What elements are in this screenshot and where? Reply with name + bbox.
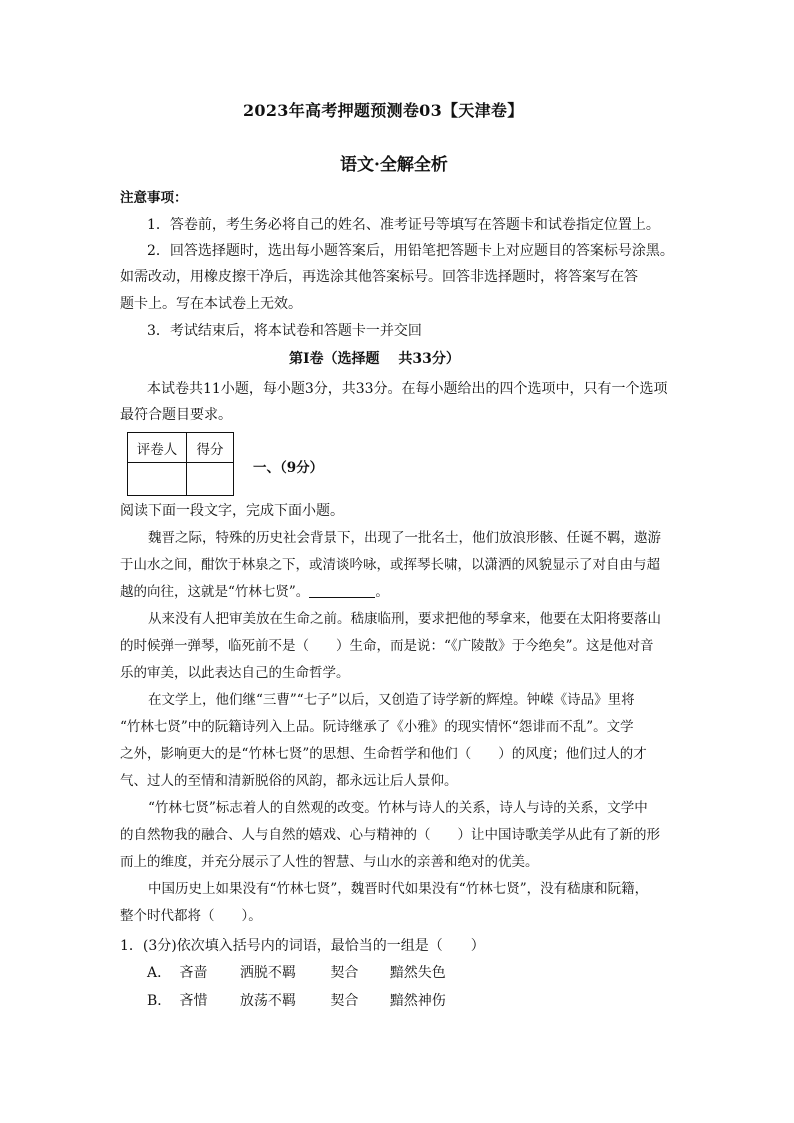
question-1-stem: 1．(3分)依次填入括号内的词语，最恰当的一组是（ ） <box>120 938 485 954</box>
passage-p3-line-3: 之外，影响更大的是“竹林七贤”的思想、生命哲学和他们（ ）的风度；他们过人的才 <box>120 746 647 762</box>
passage-p5-line-1: 中国历史上如果没有“竹林七贤”，魏晋时代如果没有“竹林七贤”，没有嵇康和阮籍， <box>148 881 649 897</box>
passage-p1-line-1: 魏晋之际，特殊的历史社会背景下，出现了一批名士，他们放浪形骸、任诞不羁，遨游 <box>148 530 661 546</box>
notice-item-1: 1．答卷前，考生务必将自己的姓名、准考证号等填写在答题卡和试卷指定位置上。 <box>147 217 660 233</box>
question-1-option-b <box>147 990 446 1010</box>
option-a-letter: A． <box>147 965 172 981</box>
passage-p2-line-2: 的时候弹一弹琴，临死前不是（ ）生命，而是说：“《广陵散》于今绝矣”。这是他对音 <box>120 638 654 654</box>
option-a-word-3: 契合 <box>330 965 359 981</box>
option-b-word-4: 黯然神伤 <box>389 993 446 1009</box>
section-intro-line-1: 本试卷共11小题，每小题3分，共33分。在每小题给出的四个选项中，只有一个选项 <box>147 381 668 397</box>
passage-p1-line-2: 于山水之间，酣饮于林泉之下，或清谈吟咏，或挥琴长啸，以潇洒的风貌显示了对自由与超 <box>120 557 660 573</box>
option-b-word-1: 吝惜 <box>179 993 208 1009</box>
option-b-letter: B． <box>147 993 172 1009</box>
grader-header-reviewer: 评卷人 <box>128 433 187 463</box>
passage-p1-line-3-text: 越的向往，这就是“竹林七贤”。 <box>120 584 310 600</box>
passage-p1-line-3: 越的向往，这就是“竹林七贤”。 。 <box>120 584 389 600</box>
grader-table <box>127 432 234 496</box>
option-a-word-2: 洒脱不羁 <box>239 965 296 981</box>
answer-blank-line <box>309 583 375 598</box>
passage <box>120 525 680 930</box>
passage-p2-line-1: 从来没有人把审美放在生命之前。嵇康临刑，要求把他的琴拿来，他要在太阳将要落山 <box>148 611 661 627</box>
question-1-option-a <box>147 962 446 982</box>
grader-cell-score <box>187 463 234 496</box>
option-b-word-3: 契合 <box>330 993 359 1009</box>
page-subtitle: 语文·全解全析 <box>340 155 448 175</box>
option-a-word-1: 吝啬 <box>179 965 208 981</box>
passage-p3-line-2: “竹林七贤”中的阮籍诗列入上品。阮诗继承了《小雅》的现实情怀“怨诽而不乱”。文学 <box>120 719 634 735</box>
notice-item-3: 3．考试结束后，将本试卷和答题卡一并交回 <box>147 323 422 339</box>
notice-item-2-line-1: 2．回答选择题时，选出每小题答案后，用铅笔把答题卡上对应题目的答案标号涂黑。 <box>147 243 674 259</box>
option-b-word-2: 放荡不羁 <box>239 993 296 1009</box>
grader-cell-reviewer <box>128 463 187 496</box>
passage-p4-line-3: 而上的维度，并充分展示了人性的智慧、与山水的亲善和绝对的优美。 <box>120 854 539 870</box>
part-1-instruction: 阅读下面一段文字，完成下面小题。 <box>120 503 344 519</box>
passage-p2-line-3: 乐的审美，以此表达自己的生命哲学。 <box>120 665 350 681</box>
passage-p3-line-4: 气、过人的至情和清新脱俗的风韵，都永远让后人景仰。 <box>120 773 458 789</box>
passage-p5-line-2: 整个时代都将（ ）。 <box>120 908 262 924</box>
grader-header-score: 得分 <box>187 433 234 463</box>
section-heading: 第Ⅰ卷（选择题 共33分） <box>289 351 460 367</box>
part-1-label: 一、（9分） <box>253 460 324 476</box>
passage-p3-line-1: 在文学上，他们继“三曹”“七子”以后，又创造了诗学新的辉煌。钟嵘《诗品》里将 <box>148 692 635 708</box>
page-title: 2023年高考押题预测卷03【天津卷】 <box>243 101 524 120</box>
passage-p4-line-1: “竹林七贤”标志着人的自然观的改变。竹林与诗人的关系，诗人与诗的关系，文学中 <box>148 800 648 816</box>
passage-p4-line-2: 的自然物我的融合、人与自然的嬉戏、心与精神的（ ）让中国诗歌美学从此有了新的形 <box>120 827 660 843</box>
notice-heading: 注意事项： <box>120 190 188 206</box>
notice-item-2-line-2: 如需改动，用橡皮擦干净后，再选涂其他答案标号。回答非选择题时，将答案写在答 <box>120 269 638 285</box>
option-a-word-4: 黯然失色 <box>389 965 446 981</box>
section-intro-line-2: 最符合题目要求。 <box>120 407 232 423</box>
notice-item-2-line-3: 题卡上。写在本试卷上无效。 <box>120 296 302 312</box>
